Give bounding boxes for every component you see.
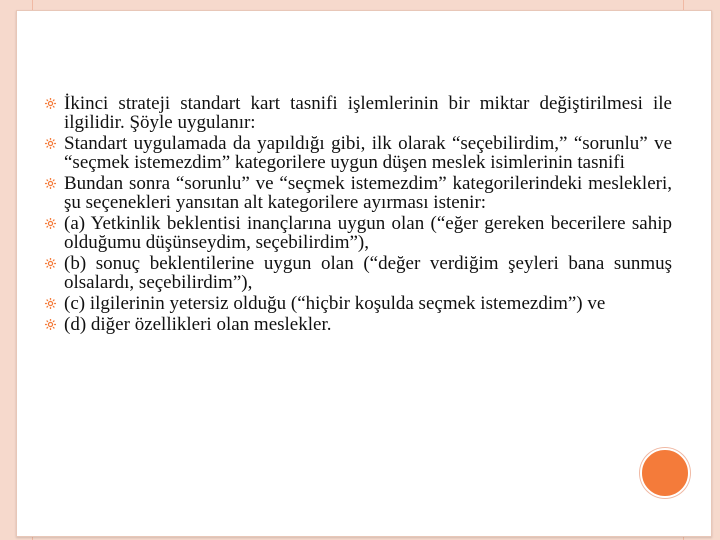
list-item [44, 294, 672, 313]
bullet-text: (c) ilgilerinin yetersiz olduğu (“hiçbir koşulda seçmek istemezdim”) ve [64, 293, 606, 314]
gear-flower-bullet-icon [44, 297, 57, 310]
gear-flower-bullet-icon [44, 257, 57, 270]
bullet-text: İkinci strateji standart kart tasnifi işlemlerinin bir miktar değiştirilmesi ile ilgilidir. Şöyle uygulanır: [64, 93, 672, 133]
gear-flower-bullet-icon [44, 177, 57, 190]
bullet-text: Standart uygulamada da yapıldığı gibi, ilk olarak “seçebilirdim,” “sorunlu” ve “seçmek istemezdim” kategorilere uygun düşen meslek isimlerinin tasnifi [64, 133, 672, 173]
bullet-text: Bundan sonra “sorunlu” ve “seçmek istemezdim” kategorilerindeki meslekleri, şu seçenekleri yansıtan alt kategorilere ayırması istenir: [64, 173, 672, 213]
bullet-list [44, 94, 672, 336]
gear-flower-bullet-icon [44, 97, 57, 110]
list-item [44, 134, 672, 172]
list-item [44, 94, 672, 132]
bullet-text: (d) diğer özellikleri olan meslekler. [64, 314, 332, 335]
list-item [44, 254, 672, 292]
bullet-text: (b) sonuç beklentilerine uygun olan (“değer verdiğim şeyleri bana sunmuş olsalardı, seçebilirdim”), [64, 253, 672, 293]
bullet-text: (a) Yetkinlik beklentisi inançlarına uygun olan (“eğer gereken becerilere sahip olduğumu düşünseydim, seçebilirdim”), [64, 213, 672, 253]
list-item [44, 315, 672, 334]
gear-flower-bullet-icon [44, 137, 57, 150]
gear-flower-bullet-icon [44, 217, 57, 230]
accent-circle [640, 448, 690, 498]
list-item [44, 174, 672, 212]
list-item [44, 214, 672, 252]
gear-flower-bullet-icon [44, 318, 57, 331]
